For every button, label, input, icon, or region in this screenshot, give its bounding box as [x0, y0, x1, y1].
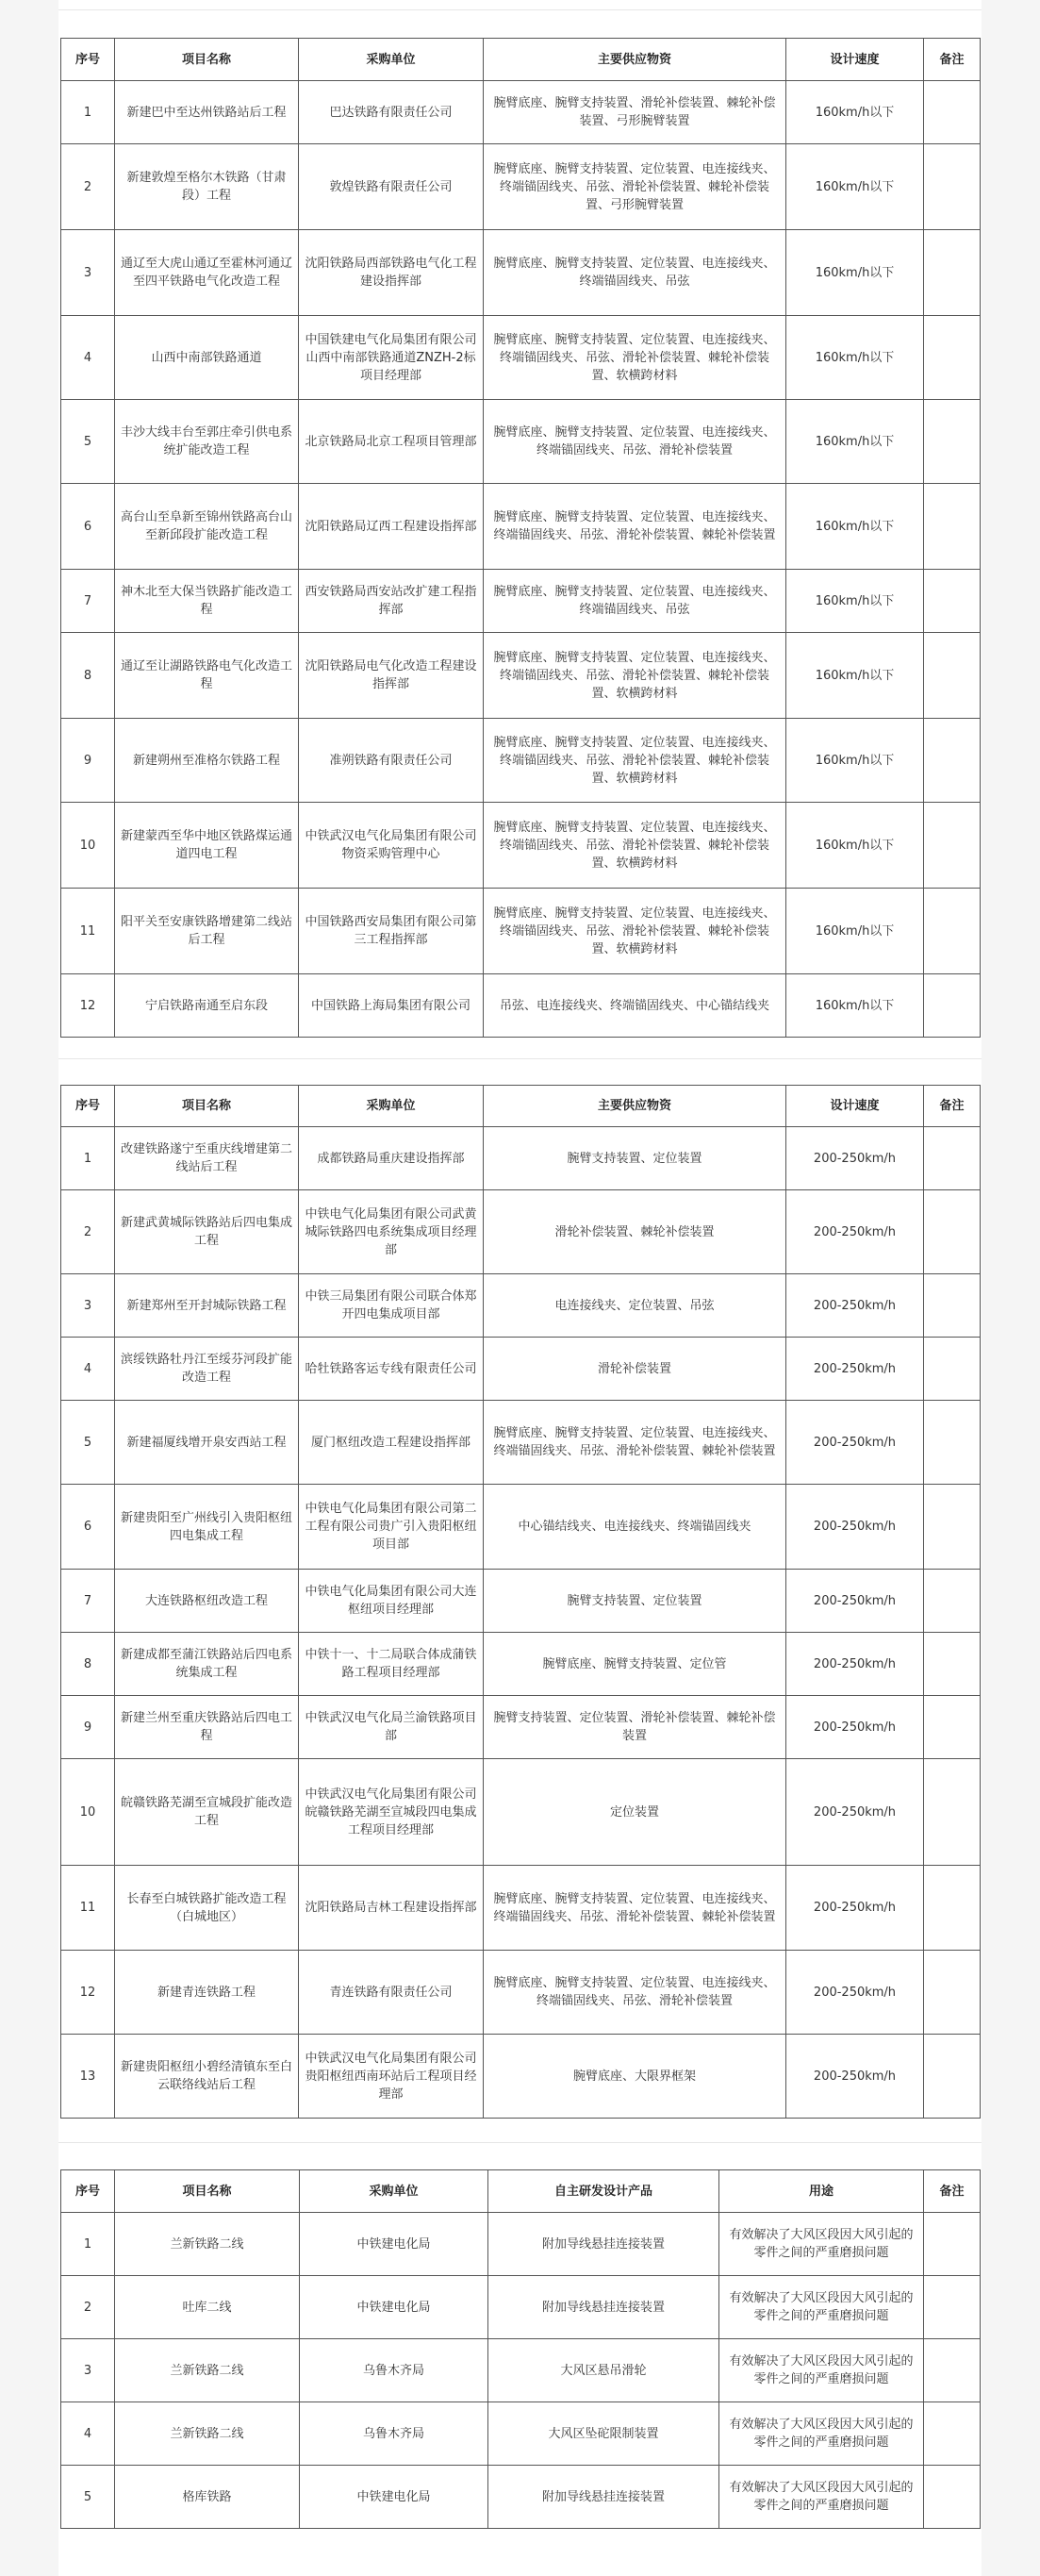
cell-number: 1: [61, 81, 115, 144]
cell-project-name: 长春至白城铁路扩能改造工程（白城地区）: [115, 1866, 299, 1951]
cell-speed: 160km/h以下: [786, 633, 924, 719]
cell-number: 7: [61, 570, 115, 633]
cell-supplies: 腕臂底座、大限界框架: [484, 2035, 786, 2119]
cell-supplies: 腕臂底座、腕臂支持装置、定位装置、电连接线夹、终端锚固线夹、吊弦、滑轮补偿装置: [484, 400, 786, 484]
divider: [58, 1058, 982, 1059]
table-row: [61, 2402, 981, 2466]
header-cell: 项目名称: [115, 2170, 300, 2213]
table-row: [61, 1951, 981, 2035]
cell-remark: [924, 2339, 981, 2402]
table-row: [61, 316, 981, 400]
cell-speed: 200-250km/h: [786, 1951, 924, 2035]
table-row: [61, 1570, 981, 1633]
cell-remark: [924, 144, 981, 230]
cell-supplies: 滑轮补偿装置: [484, 1338, 786, 1401]
cell-remark: [924, 484, 981, 570]
cell-purchaser: 中铁建电化局: [300, 2213, 488, 2276]
cell-supplies: 腕臂支持装置、定位装置、滑轮补偿装置、棘轮补偿装置: [484, 1696, 786, 1759]
divider: [58, 9, 982, 10]
cell-number: 4: [61, 2402, 115, 2466]
cell-speed: 160km/h以下: [786, 316, 924, 400]
cell-project-name: 新建成都至蒲江铁路站后四电系统集成工程: [115, 1633, 299, 1696]
table-row: [61, 484, 981, 570]
cell-speed: 200-250km/h: [786, 1866, 924, 1951]
table-row: [61, 889, 981, 974]
cell-speed: 160km/h以下: [786, 400, 924, 484]
cell-supplies: 腕臂底座、腕臂支持装置、定位装置、电连接线夹、终端锚固线夹、吊弦、滑轮补偿装置、棘轮补偿装置: [484, 484, 786, 570]
cell-project-name: 兰新铁路二线: [115, 2402, 300, 2466]
cell-speed: 200-250km/h: [786, 1570, 924, 1633]
cell-speed: 160km/h以下: [786, 974, 924, 1038]
table-row: [61, 633, 981, 719]
cell-product: 附加导线悬挂连接装置: [488, 2466, 719, 2529]
header-cell: 备注: [924, 2170, 981, 2213]
divider: [58, 2142, 982, 2143]
cell-project-name: 新建福厦线增开泉安西站工程: [115, 1401, 299, 1485]
cell-number: 7: [61, 1570, 115, 1633]
cell-speed: 200-250km/h: [786, 1338, 924, 1401]
cell-supplies: 吊弦、电连接线夹、终端锚固线夹、中心锚结线夹: [484, 974, 786, 1038]
cell-product: 大风区悬吊滑轮: [488, 2339, 719, 2402]
cell-purchaser: 巴达铁路有限责任公司: [299, 81, 484, 144]
cell-purchaser: 中铁建电化局: [300, 2466, 488, 2529]
table-row: [61, 81, 981, 144]
cell-project-name: 皖赣铁路芜湖至宣城段扩能改造工程: [115, 1759, 299, 1866]
cell-speed: 160km/h以下: [786, 484, 924, 570]
cell-supplies: 腕臂底座、腕臂支持装置、滑轮补偿装置、棘轮补偿装置、弓形腕臂装置: [484, 81, 786, 144]
cell-number: 5: [61, 1401, 115, 1485]
cell-remark: [924, 81, 981, 144]
cell-product: 附加导线悬挂连接装置: [488, 2213, 719, 2276]
cell-supplies: 定位装置: [484, 1759, 786, 1866]
cell-purchaser: 中铁建电化局: [300, 2276, 488, 2339]
cell-usage: 有效解决了大风区段因大风引起的零件之间的严重磨损问题: [719, 2213, 924, 2276]
cell-project-name: 新建蒙西至华中地区铁路煤运通道四电工程: [115, 803, 299, 889]
header-cell: 序号: [61, 2170, 115, 2213]
page-content: [58, 0, 982, 2576]
cell-remark: [924, 1274, 981, 1338]
cell-remark: [924, 1401, 981, 1485]
cell-project-name: 山西中南部铁路通道: [115, 316, 299, 400]
cell-number: 5: [61, 400, 115, 484]
table-wind-products: [60, 2169, 981, 2529]
cell-speed: 200-250km/h: [786, 1274, 924, 1338]
cell-number: 4: [61, 316, 115, 400]
header-cell: 备注: [924, 39, 981, 81]
cell-supplies: 电连接线夹、定位装置、吊弦: [484, 1274, 786, 1338]
cell-number: 11: [61, 889, 115, 974]
table-row: [61, 1696, 981, 1759]
cell-speed: 200-250km/h: [786, 1401, 924, 1485]
cell-project-name: 新建敦煌至格尔木铁路（甘肃段）工程: [115, 144, 299, 230]
cell-number: 12: [61, 1951, 115, 2035]
cell-speed: 200-250km/h: [786, 1485, 924, 1570]
header-cell: 序号: [61, 39, 115, 81]
cell-number: 4: [61, 1338, 115, 1401]
cell-purchaser: 沈阳铁路局电气化改造工程建设指挥部: [299, 633, 484, 719]
cell-project-name: 新建贵阳枢纽小碧经清镇东至白云联络线站后工程: [115, 2035, 299, 2119]
cell-number: 3: [61, 2339, 115, 2402]
table-header-row: [61, 1086, 981, 1127]
cell-purchaser: 中铁电气化局集团有限公司武黄城际铁路四电系统集成项目经理部: [299, 1190, 484, 1274]
cell-purchaser: 敦煌铁路有限责任公司: [299, 144, 484, 230]
cell-number: 6: [61, 484, 115, 570]
table-row: [61, 1190, 981, 1274]
cell-purchaser: 中国铁路西安局集团有限公司第三工程指挥部: [299, 889, 484, 974]
cell-supplies: 腕臂底座、腕臂支持装置、定位管: [484, 1633, 786, 1696]
cell-project-name: 大连铁路枢纽改造工程: [115, 1570, 299, 1633]
cell-number: 2: [61, 144, 115, 230]
cell-usage: 有效解决了大风区段因大风引起的零件之间的严重磨损问题: [719, 2276, 924, 2339]
cell-number: 13: [61, 2035, 115, 2119]
cell-speed: 160km/h以下: [786, 144, 924, 230]
cell-usage: 有效解决了大风区段因大风引起的零件之间的严重磨损问题: [719, 2339, 924, 2402]
header-cell: 采购单位: [300, 2170, 488, 2213]
cell-remark: [924, 400, 981, 484]
cell-remark: [924, 803, 981, 889]
cell-number: 6: [61, 1485, 115, 1570]
cell-purchaser: 中国铁建电气化局集团有限公司山西中南部铁路通道ZNZH-2标项目经理部: [299, 316, 484, 400]
cell-supplies: 腕臂底座、腕臂支持装置、定位装置、电连接线夹、终端锚固线夹、吊弦、滑轮补偿装置、棘轮补偿装置、软横跨材料: [484, 889, 786, 974]
cell-project-name: 神木北至大保当铁路扩能改造工程: [115, 570, 299, 633]
cell-number: 12: [61, 974, 115, 1038]
cell-purchaser: 中铁武汉电气化局集团有限公司贵阳枢纽西南环站后工程项目经理部: [299, 2035, 484, 2119]
cell-supplies: 滑轮补偿装置、棘轮补偿装置: [484, 1190, 786, 1274]
header-cell: 采购单位: [299, 1086, 484, 1127]
cell-project-name: 滨绥铁路牡丹江至绥芬河段扩能改造工程: [115, 1338, 299, 1401]
cell-supplies: 中心锚结线夹、电连接线夹、终端锚固线夹: [484, 1485, 786, 1570]
header-cell: 主要供应物资: [484, 1086, 786, 1127]
cell-purchaser: 沈阳铁路局辽西工程建设指挥部: [299, 484, 484, 570]
cell-purchaser: 中铁武汉电气化局集团有限公司皖赣铁路芜湖至宣城段四电集成工程项目经理部: [299, 1759, 484, 1866]
cell-speed: 200-250km/h: [786, 1633, 924, 1696]
cell-remark: [924, 316, 981, 400]
cell-product: 附加导线悬挂连接装置: [488, 2276, 719, 2339]
cell-speed: 200-250km/h: [786, 1127, 924, 1190]
cell-number: 9: [61, 719, 115, 803]
cell-project-name: 改建铁路遂宁至重庆线增建第二线站后工程: [115, 1127, 299, 1190]
cell-remark: [924, 889, 981, 974]
table-row: [61, 803, 981, 889]
cell-remark: [924, 1951, 981, 2035]
cell-remark: [924, 1570, 981, 1633]
cell-purchaser: 沈阳铁路局吉林工程建设指挥部: [299, 1866, 484, 1951]
cell-remark: [924, 974, 981, 1038]
cell-purchaser: 中铁武汉电气化局兰渝铁路项目部: [299, 1696, 484, 1759]
table-row: [61, 719, 981, 803]
cell-purchaser: 乌鲁木齐局: [300, 2339, 488, 2402]
table-row: [61, 2339, 981, 2402]
cell-remark: [924, 1190, 981, 1274]
table-row: [61, 974, 981, 1038]
cell-supplies: 腕臂底座、腕臂支持装置、定位装置、电连接线夹、终端锚固线夹、吊弦、滑轮补偿装置、棘轮补偿装置、软横跨材料: [484, 803, 786, 889]
cell-speed: 160km/h以下: [786, 81, 924, 144]
cell-supplies: 腕臂底座、腕臂支持装置、定位装置、电连接线夹、终端锚固线夹、吊弦、滑轮补偿装置: [484, 1951, 786, 2035]
cell-number: 10: [61, 803, 115, 889]
table-row: [61, 2276, 981, 2339]
cell-purchaser: 沈阳铁路局西部铁路电气化工程建设指挥部: [299, 230, 484, 316]
cell-number: 1: [61, 1127, 115, 1190]
cell-remark: [924, 1866, 981, 1951]
cell-purchaser: 中国铁路上海局集团有限公司: [299, 974, 484, 1038]
cell-remark: [924, 1696, 981, 1759]
cell-remark: [924, 1633, 981, 1696]
header-cell: 项目名称: [115, 39, 299, 81]
cell-remark: [924, 719, 981, 803]
cell-project-name: 兰新铁路二线: [115, 2213, 300, 2276]
cell-usage: 有效解决了大风区段因大风引起的零件之间的严重磨损问题: [719, 2402, 924, 2466]
table-header-row: [61, 2170, 981, 2213]
cell-remark: [924, 2276, 981, 2339]
cell-remark: [924, 2402, 981, 2466]
cell-number: 2: [61, 2276, 115, 2339]
cell-remark: [924, 1759, 981, 1866]
table-row: [61, 1338, 981, 1401]
cell-number: 9: [61, 1696, 115, 1759]
cell-speed: 200-250km/h: [786, 2035, 924, 2119]
header-cell: 序号: [61, 1086, 115, 1127]
cell-remark: [924, 570, 981, 633]
cell-speed: 200-250km/h: [786, 1759, 924, 1866]
cell-remark: [924, 1127, 981, 1190]
cell-number: 8: [61, 1633, 115, 1696]
cell-purchaser: 青连铁路有限责任公司: [299, 1951, 484, 2035]
cell-purchaser: 中铁十一、十二局联合体成蒲铁路工程项目经理部: [299, 1633, 484, 1696]
table-speed-200-250: [60, 1085, 981, 2119]
table-row: [61, 400, 981, 484]
table-row: [61, 570, 981, 633]
cell-purchaser: 中铁电气化局集团有限公司大连枢纽项目经理部: [299, 1570, 484, 1633]
cell-number: 10: [61, 1759, 115, 1866]
header-cell: 自主研发设计产品: [488, 2170, 719, 2213]
cell-project-name: 新建青连铁路工程: [115, 1951, 299, 2035]
cell-purchaser: 乌鲁木齐局: [300, 2402, 488, 2466]
cell-project-name: 阳平关至安康铁路增建第二线站后工程: [115, 889, 299, 974]
cell-project-name: 新建贵阳至广州线引入贵阳枢纽四电集成工程: [115, 1485, 299, 1570]
table-row: [61, 1127, 981, 1190]
cell-speed: 160km/h以下: [786, 803, 924, 889]
cell-supplies: 腕臂底座、腕臂支持装置、定位装置、电连接线夹、终端锚固线夹、吊弦: [484, 230, 786, 316]
cell-project-name: 吐库二线: [115, 2276, 300, 2339]
cell-remark: [924, 1485, 981, 1570]
table-row: [61, 2213, 981, 2276]
table-row: [61, 1274, 981, 1338]
cell-supplies: 腕臂底座、腕臂支持装置、定位装置、电连接线夹、终端锚固线夹、吊弦: [484, 570, 786, 633]
cell-number: 3: [61, 1274, 115, 1338]
cell-speed: 160km/h以下: [786, 570, 924, 633]
cell-supplies: 腕臂底座、腕臂支持装置、定位装置、电连接线夹、终端锚固线夹、吊弦、滑轮补偿装置、棘轮补偿装置: [484, 1866, 786, 1951]
cell-project-name: 通辽至大虎山通辽至霍林河通辽至四平铁路电气化改造工程: [115, 230, 299, 316]
cell-remark: [924, 2035, 981, 2119]
table-row: [61, 1866, 981, 1951]
cell-speed: 160km/h以下: [786, 230, 924, 316]
table-speed-160: [60, 38, 981, 1038]
cell-remark: [924, 633, 981, 719]
cell-purchaser: 中铁武汉电气化局集团有限公司物资采购管理中心: [299, 803, 484, 889]
cell-speed: 200-250km/h: [786, 1696, 924, 1759]
cell-purchaser: 准朔铁路有限责任公司: [299, 719, 484, 803]
header-cell: 设计速度: [786, 1086, 924, 1127]
table-row: [61, 1485, 981, 1570]
cell-purchaser: 中铁三局集团有限公司联合体郑开四电集成项目部: [299, 1274, 484, 1338]
cell-project-name: 兰新铁路二线: [115, 2339, 300, 2402]
header-cell: 备注: [924, 1086, 981, 1127]
header-cell: 用途: [719, 2170, 924, 2213]
cell-purchaser: 厦门枢纽改造工程建设指挥部: [299, 1401, 484, 1485]
cell-supplies: 腕臂底座、腕臂支持装置、定位装置、电连接线夹、终端锚固线夹、吊弦、滑轮补偿装置、棘轮补偿装置、软横跨材料: [484, 719, 786, 803]
cell-project-name: 通辽至让湖路铁路电气化改造工程: [115, 633, 299, 719]
cell-project-name: 宁启铁路南通至启东段: [115, 974, 299, 1038]
cell-supplies: 腕臂底座、腕臂支持装置、定位装置、电连接线夹、终端锚固线夹、吊弦、滑轮补偿装置、棘轮补偿装置、软横跨材料: [484, 316, 786, 400]
cell-number: 5: [61, 2466, 115, 2529]
table-row: [61, 144, 981, 230]
table-row: [61, 2466, 981, 2529]
cell-purchaser: 中铁电气化局集团有限公司第二工程有限公司贵广引入贵阳枢纽项目部: [299, 1485, 484, 1570]
cell-purchaser: 哈牡铁路客运专线有限责任公司: [299, 1338, 484, 1401]
cell-speed: 200-250km/h: [786, 1190, 924, 1274]
cell-purchaser: 成都铁路局重庆建设指挥部: [299, 1127, 484, 1190]
cell-speed: 160km/h以下: [786, 889, 924, 974]
cell-project-name: 丰沙大线丰台至郭庄牵引供电系统扩能改造工程: [115, 400, 299, 484]
cell-supplies: 腕臂底座、腕臂支持装置、定位装置、电连接线夹、终端锚固线夹、吊弦、滑轮补偿装置、棘轮补偿装置、软横跨材料: [484, 633, 786, 719]
cell-number: 8: [61, 633, 115, 719]
cell-speed: 160km/h以下: [786, 719, 924, 803]
cell-product: 大风区坠砣限制装置: [488, 2402, 719, 2466]
header-cell: 项目名称: [115, 1086, 299, 1127]
table-header-row: [61, 39, 981, 81]
cell-remark: [924, 230, 981, 316]
table-row: [61, 2035, 981, 2119]
header-cell: 设计速度: [786, 39, 924, 81]
cell-remark: [924, 2466, 981, 2529]
cell-supplies: 腕臂支持装置、定位装置: [484, 1127, 786, 1190]
cell-remark: [924, 1338, 981, 1401]
cell-supplies: 腕臂底座、腕臂支持装置、定位装置、电连接线夹、终端锚固线夹、吊弦、滑轮补偿装置、棘轮补偿装置、弓形腕臂装置: [484, 144, 786, 230]
table-row: [61, 230, 981, 316]
cell-project-name: 新建武黄城际铁路站后四电集成工程: [115, 1190, 299, 1274]
header-cell: 采购单位: [299, 39, 484, 81]
cell-purchaser: 西安铁路局西安站改扩建工程指挥部: [299, 570, 484, 633]
header-cell: 主要供应物资: [484, 39, 786, 81]
cell-project-name: 高台山至阜新至锦州铁路高台山至新邱段扩能改造工程: [115, 484, 299, 570]
cell-project-name: 新建朔州至准格尔铁路工程: [115, 719, 299, 803]
table-row: [61, 1759, 981, 1866]
cell-number: 11: [61, 1866, 115, 1951]
cell-usage: 有效解决了大风区段因大风引起的零件之间的严重磨损问题: [719, 2466, 924, 2529]
cell-project-name: 格库铁路: [115, 2466, 300, 2529]
table-row: [61, 1401, 981, 1485]
cell-supplies: 腕臂底座、腕臂支持装置、定位装置、电连接线夹、终端锚固线夹、吊弦、滑轮补偿装置、棘轮补偿装置: [484, 1401, 786, 1485]
cell-number: 2: [61, 1190, 115, 1274]
cell-number: 1: [61, 2213, 115, 2276]
cell-supplies: 腕臂支持装置、定位装置: [484, 1570, 786, 1633]
table-row: [61, 1633, 981, 1696]
cell-project-name: 新建郑州至开封城际铁路工程: [115, 1274, 299, 1338]
cell-project-name: 新建巴中至达州铁路站后工程: [115, 81, 299, 144]
cell-number: 3: [61, 230, 115, 316]
cell-remark: [924, 2213, 981, 2276]
cell-purchaser: 北京铁路局北京工程项目管理部: [299, 400, 484, 484]
cell-project-name: 新建兰州至重庆铁路站后四电工程: [115, 1696, 299, 1759]
